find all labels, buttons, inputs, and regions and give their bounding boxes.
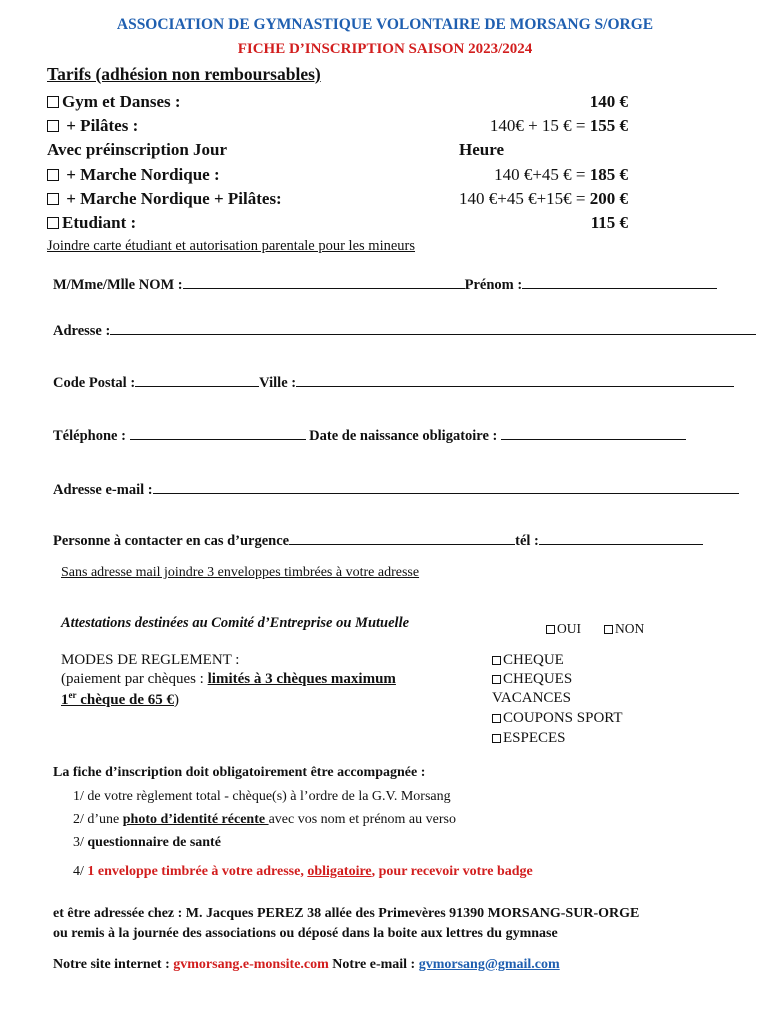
checkbox-coupons-sport[interactable] xyxy=(492,714,501,723)
etudiant-label: Etudiant : xyxy=(62,213,137,232)
ville-field[interactable] xyxy=(296,373,734,387)
urgence-field[interactable] xyxy=(289,531,515,545)
piece-1: 1/ de votre règlement total - chèque(s) à l’ordre de la G.V. Morsang xyxy=(73,789,451,804)
option-especes-label: ESPECES xyxy=(503,730,566,746)
telephone-field[interactable] xyxy=(130,426,306,440)
cp-label: Code Postal : xyxy=(53,375,136,391)
tel-label: tél : xyxy=(515,533,539,549)
cp-ville-row xyxy=(53,373,734,392)
first-check-sup: er xyxy=(68,690,77,700)
attestations-label: Attestations destinées au Comité d’Entreprise ou Mutuelle xyxy=(61,615,410,631)
urgence-row xyxy=(53,531,703,550)
nom-label: M/Mme/Mlle NOM : xyxy=(53,277,183,293)
adresse-field[interactable] xyxy=(110,321,756,335)
option-coupons-sport[interactable] xyxy=(492,710,623,727)
option-cheques-label: CHEQUES xyxy=(503,671,573,687)
marche-calc: 140 €+45 € = xyxy=(494,165,590,184)
checkbox-pilates[interactable] xyxy=(47,120,59,132)
piece-4 xyxy=(73,864,533,880)
address-line-1: et être adressée chez : M. Jacques PEREZ 38 allée des Primevères 91390 MORSANG-SUR-ORGE xyxy=(53,906,640,921)
oui-label: OUI xyxy=(557,621,581,636)
enveloppes-note: Sans adresse mail joindre 3 enveloppes timbrées à votre adresse xyxy=(61,565,420,580)
checkbox-marche-pilates[interactable] xyxy=(47,193,59,205)
piece-3 xyxy=(73,835,221,851)
email-label: Adresse e-mail : xyxy=(53,482,153,498)
email-field[interactable] xyxy=(153,480,739,494)
piece-4-prefix: 4/ xyxy=(73,864,88,879)
pilates-option[interactable] xyxy=(47,116,138,136)
gym-price: 140 € xyxy=(589,92,628,111)
reglement-limit: limités à 3 chèques maximum xyxy=(207,671,396,687)
marche-option[interactable] xyxy=(47,165,220,185)
pilates-price xyxy=(490,116,628,136)
non-label: NON xyxy=(615,621,645,636)
reglement-title: MODES DE REGLEMENT : xyxy=(61,652,240,668)
piece-2-rest: avec vos nom et prénom au verso xyxy=(268,812,456,827)
adresse-row xyxy=(53,321,756,340)
option-especes[interactable] xyxy=(492,730,566,747)
marche-label: + Marche Nordique : xyxy=(62,165,220,184)
prenom-field[interactable] xyxy=(522,275,717,289)
pilates-label: + Pilâtes : xyxy=(62,116,139,135)
option-vacances-label: VACANCES xyxy=(492,690,571,706)
gym-label: Gym et Danses : xyxy=(62,92,181,111)
marche-pilates-label: + Marche Nordique + Pilâtes: xyxy=(62,189,282,208)
urgence-label: Personne à contacter en cas d’urgence xyxy=(53,533,290,549)
nom-field[interactable] xyxy=(183,275,465,289)
attestation-non[interactable] xyxy=(604,621,644,637)
first-check-amount: chèque de 65 € xyxy=(76,692,174,708)
form-title: FICHE D’INSCRIPTION SAISON 2023/2024 xyxy=(237,41,533,57)
piece-4-enveloppe: 1 enveloppe timbrée à votre adresse, xyxy=(87,864,308,879)
nom-row xyxy=(53,275,717,294)
pieces-heading: La fiche d’inscription doit obligatoirement être accompagnée : xyxy=(53,765,426,780)
checkbox-cheques-vacances[interactable] xyxy=(492,675,501,684)
checkbox-especes[interactable] xyxy=(492,734,501,743)
option-cheque[interactable] xyxy=(492,652,564,669)
site-label: Notre site internet : xyxy=(53,957,174,972)
checkbox-marche[interactable] xyxy=(47,169,59,181)
checkbox-etudiant[interactable] xyxy=(47,217,59,229)
first-check-number: 1 xyxy=(61,692,69,708)
piece-2 xyxy=(73,812,456,828)
piece-4-badge: , pour recevoir votre badge xyxy=(371,864,533,879)
checkbox-cheque[interactable] xyxy=(492,656,501,665)
option-coupons-label: COUPONS SPORT xyxy=(503,710,623,726)
marche-pilates-calc: 140 €+45 €+15€ = xyxy=(458,189,590,208)
piece-2-photo: photo d’identité récente xyxy=(122,812,269,827)
tel-field[interactable] xyxy=(539,531,703,545)
pilates-total: 155 € xyxy=(589,116,628,135)
prenom-label: Prénom : xyxy=(464,277,523,293)
email-row xyxy=(53,480,739,499)
marche-total: 185 € xyxy=(589,165,628,184)
reglement-close: ) xyxy=(174,692,179,708)
checkbox-oui[interactable] xyxy=(546,625,555,634)
piece-2-prefix: 2/ d’une xyxy=(73,812,123,827)
etudiant-price: 115 € xyxy=(590,213,628,232)
marche-price xyxy=(494,165,628,185)
gym-option[interactable] xyxy=(47,92,181,112)
reglement-line3 xyxy=(61,690,179,709)
email-link[interactable]: gvmorsang@gmail.com xyxy=(418,957,560,972)
preinscription-label: Avec préinscription Jour xyxy=(47,140,228,159)
checkbox-non[interactable] xyxy=(604,625,613,634)
piece-3-questionnaire: questionnaire de santé xyxy=(87,835,221,850)
telephone-label: Téléphone : xyxy=(53,428,130,444)
marche-pilates-total: 200 € xyxy=(589,189,628,208)
ville-label: Ville : xyxy=(259,375,297,391)
naissance-field[interactable] xyxy=(501,426,686,440)
option-cheque-label: CHEQUE xyxy=(503,652,564,668)
email-contact-label: Notre e-mail : xyxy=(328,957,419,972)
cp-field[interactable] xyxy=(135,373,259,387)
marche-pilates-option[interactable] xyxy=(47,189,282,209)
pilates-calc: 140€ + 15 € = xyxy=(489,116,590,135)
preinscription-heure: Heure xyxy=(459,140,505,159)
piece-4-obligatoire: obligatoire xyxy=(307,864,372,879)
marche-pilates-price xyxy=(459,189,628,209)
attestation-oui[interactable] xyxy=(546,621,581,637)
naissance-label: Date de naissance obligatoire : xyxy=(305,428,501,444)
option-cheques-vacances[interactable] xyxy=(492,671,572,688)
contact-line xyxy=(53,957,560,973)
address-line-2: ou remis à la journée des associations ou déposé dans la boite aux lettres du gymnase xyxy=(53,926,558,941)
reglement-line2-text: (paiement par chèques : xyxy=(61,671,208,687)
etudiant-note: Joindre carte étudiant et autorisation parentale pour les mineurs xyxy=(47,238,416,254)
adresse-label: Adresse : xyxy=(53,323,111,339)
checkbox-gym[interactable] xyxy=(47,96,59,108)
etudiant-option[interactable] xyxy=(47,213,136,233)
telephone-row xyxy=(53,426,686,445)
site-link[interactable]: gvmorsang.e-monsite.com xyxy=(173,957,329,972)
tarifs-heading: Tarifs (adhésion non remboursables) xyxy=(47,64,321,84)
reglement-line2 xyxy=(61,671,396,688)
association-title: ASSOCIATION DE GYMNASTIQUE VOLONTAIRE DE MORSANG S/ORGE xyxy=(116,16,654,33)
piece-3-prefix: 3/ xyxy=(73,835,88,850)
